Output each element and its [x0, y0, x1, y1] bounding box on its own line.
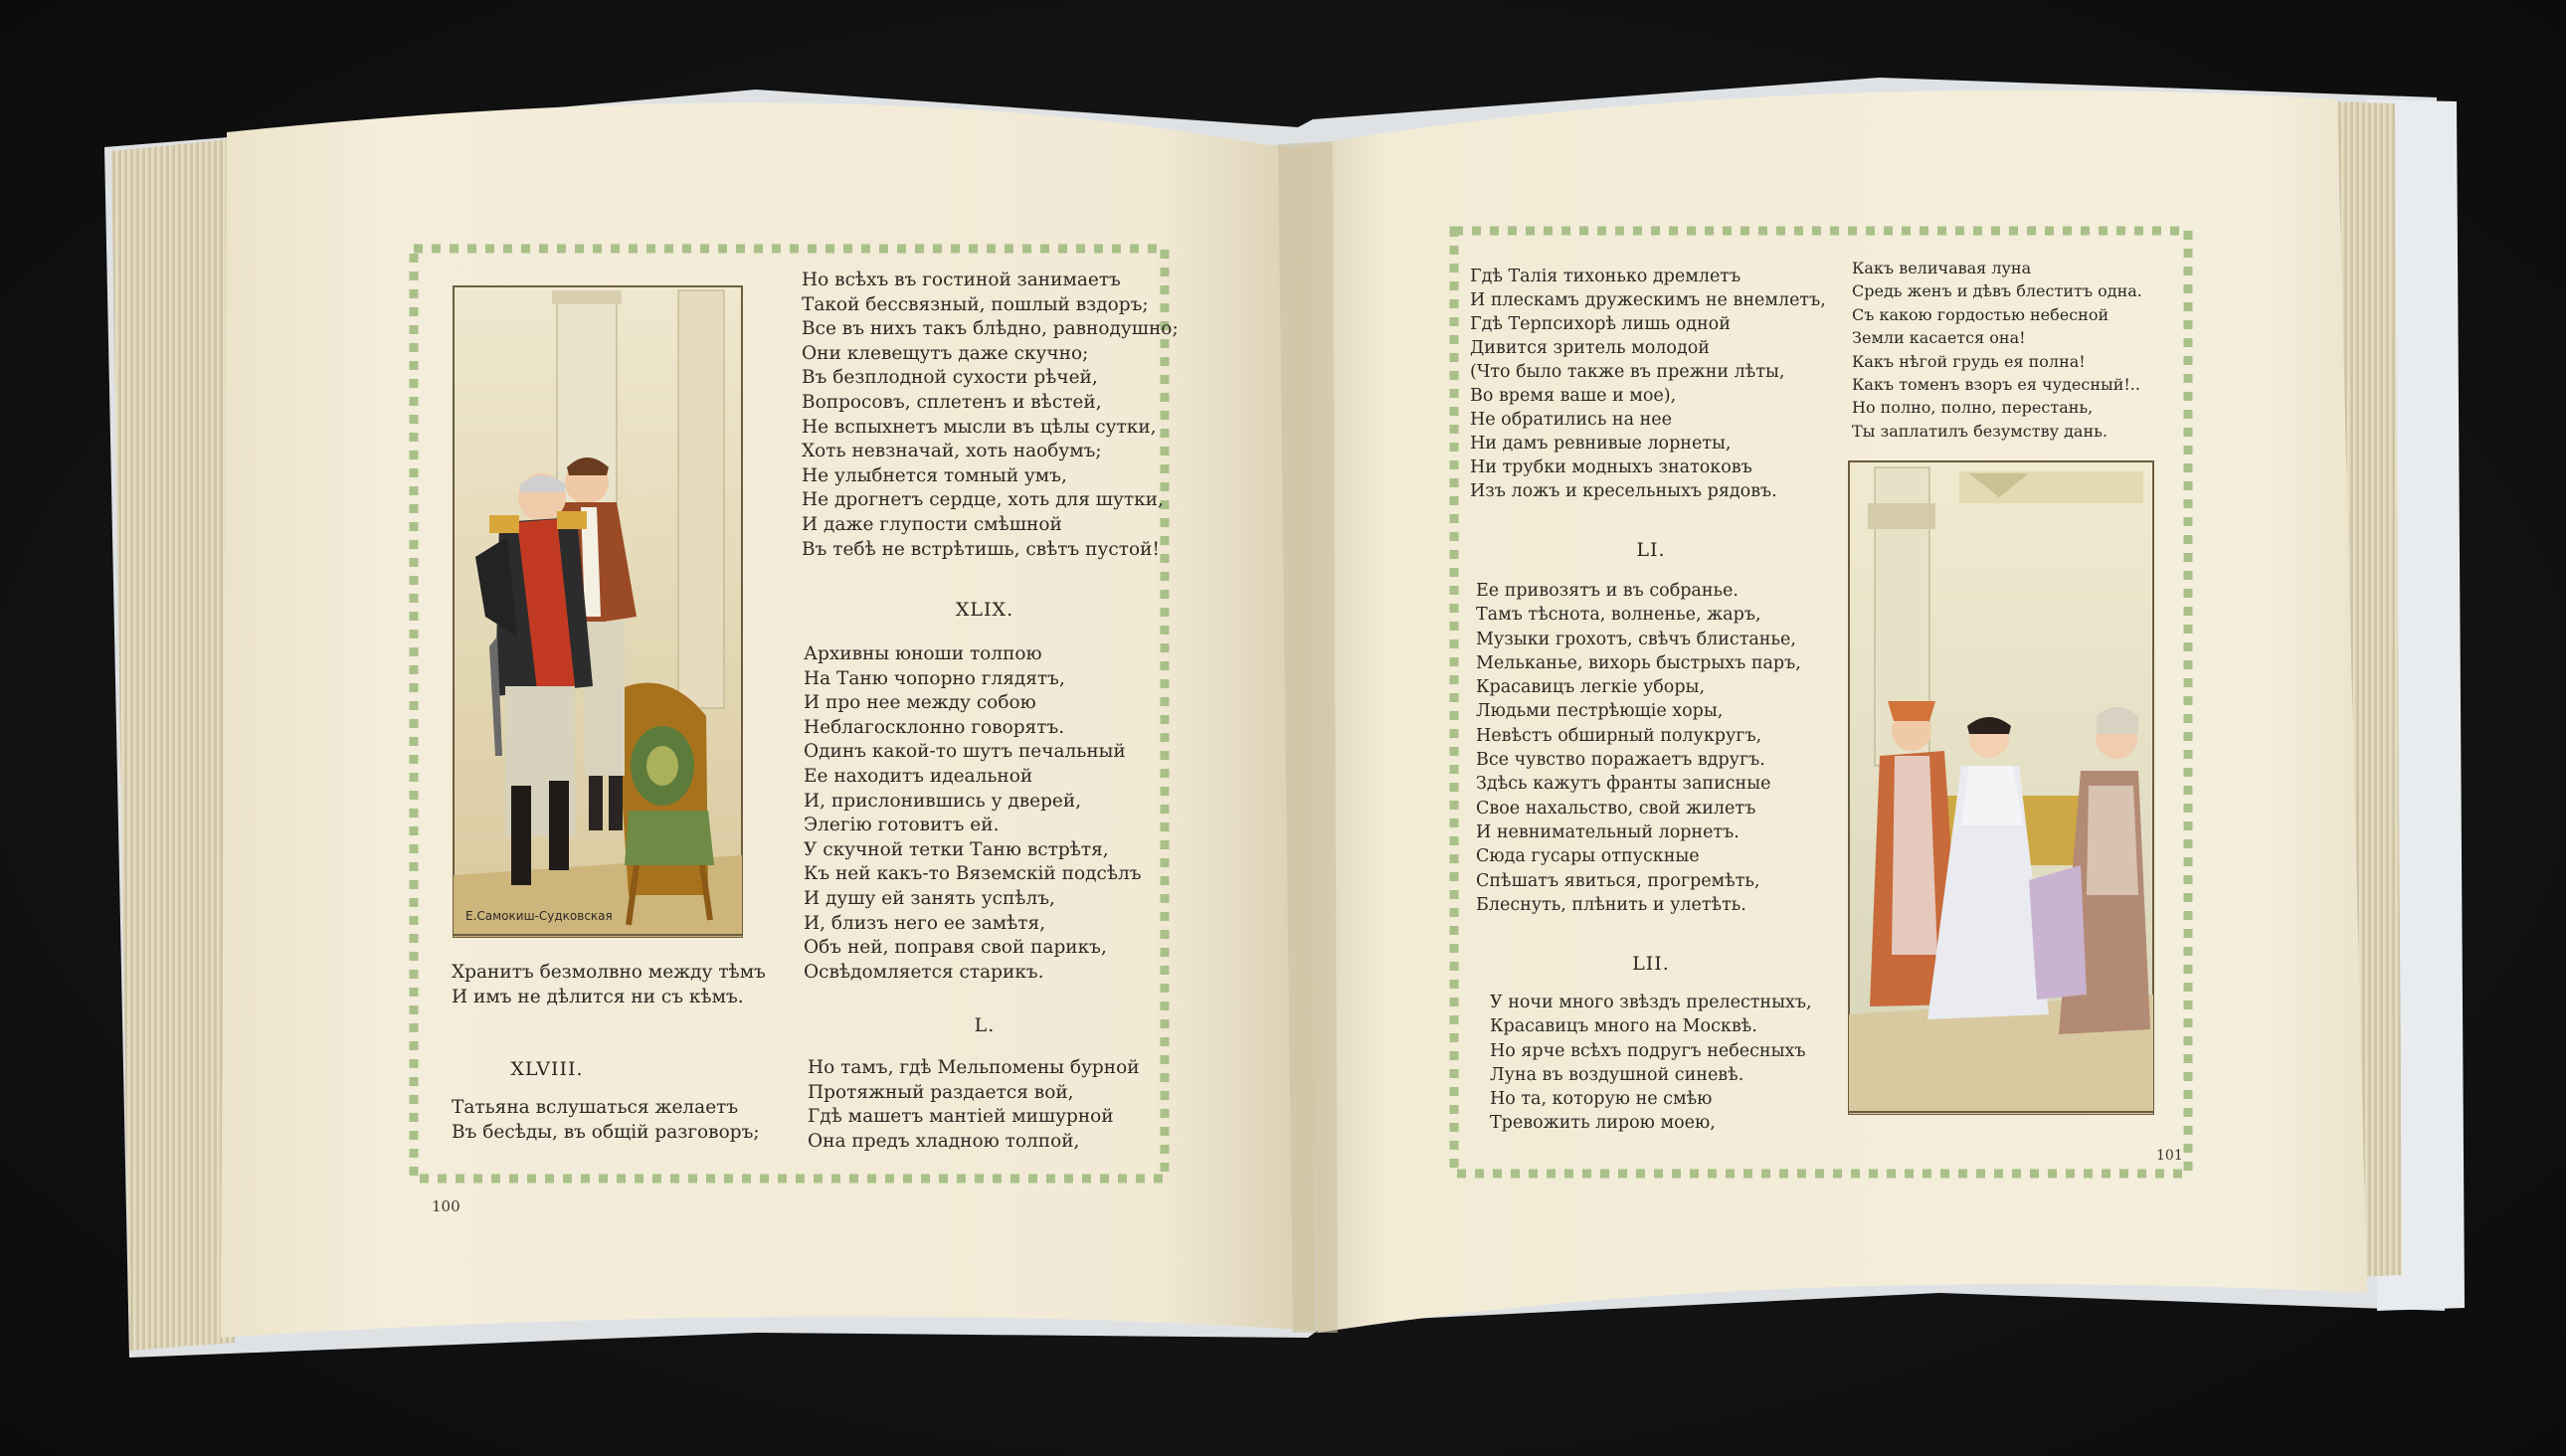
verse-line: И имъ не дѣлится ни съ кѣмъ.: [452, 986, 744, 1007]
verse-line: Какъ величавая луна: [1852, 259, 2032, 277]
verse-line: Не обратились на нее: [1470, 410, 1672, 430]
verse-line: Не вспыхнетъ мысли въ цѣлы сутки,: [802, 416, 1157, 438]
verse-line: Земли касается она!: [1852, 328, 2026, 348]
verse-line: Какъ томенъ взоръ ея чудесный!..: [1852, 375, 2140, 395]
verse-line: Такой бессвязный, пошлый вздоръ;: [802, 293, 1149, 315]
verse-line: Гдѣ Терпсихорѣ лишь одной: [1470, 314, 1731, 334]
page-number-right: 101: [2156, 1148, 2183, 1164]
verse-line: Одинъ какой-то шутъ печальный: [804, 741, 1126, 763]
verse-line: Изъ ложъ и кресельныхъ рядовъ.: [1470, 481, 1777, 501]
verse-line: Ее привозятъ и въ собранье.: [1476, 581, 1739, 601]
verse-line: Во время ваше и мое),: [1470, 386, 1677, 406]
stanza-heading-l: L.: [974, 1014, 996, 1036]
verse-line: Мельканье, вихорь быстрыхъ паръ,: [1476, 652, 1801, 673]
verse-line: И, прислонившись у дверей,: [804, 790, 1082, 812]
verse-line: Невѣстъ обширный полукругъ,: [1476, 725, 1762, 746]
stanza-xlviii: [452, 1096, 760, 1145]
verse-line: Спѣшатъ явиться, прогремѣть,: [1476, 870, 1760, 891]
verse-line: Не дрогнетъ сердце, хоть для шутки,: [802, 489, 1164, 511]
verse-line: Тамъ тѣснота, волненье, жаръ,: [1476, 605, 1761, 626]
verse-line: Сюда гусары отпускные: [1476, 846, 1700, 867]
stanza-heading-lii: LII.: [1632, 953, 1670, 975]
verse-line: Она предъ хладною толпой,: [808, 1130, 1080, 1152]
verse-line: Все чувство поражаетъ вдругъ.: [1476, 750, 1765, 771]
verse-line: На Таню чопорно глядятъ,: [804, 667, 1065, 689]
verse-line: И, близъ него ее замѣтя,: [804, 912, 1046, 934]
verse-line: И про нее между собою: [804, 692, 1036, 714]
verse-line: Ни трубки модныхъ знатоковъ: [1470, 457, 1752, 477]
verse-line: Архивны юноши толпою: [804, 643, 1042, 664]
verse-line: Ни дамъ ревнивые лорнеты,: [1470, 434, 1732, 454]
stanza-heading-xlix: XLIX.: [955, 599, 1014, 621]
verse-line: И плескамъ дружескимъ не внемлетъ,: [1470, 290, 1826, 310]
verse-line: Дивится зритель молодой: [1470, 338, 1710, 358]
verse-line: Татьяна вслушаться желаетъ: [452, 1097, 739, 1118]
left-column-bottom: [452, 961, 766, 1009]
page-number-left: 100: [432, 1197, 460, 1215]
verse-line: Они клевещутъ даже скучно;: [802, 342, 1089, 364]
verse-line: Гдѣ Талія тихонько дремлетъ: [1470, 267, 1741, 286]
verse-line: Объ ней, поправя свой парикъ,: [804, 937, 1107, 959]
stanza-lii: [1490, 991, 1812, 1136]
verse-line: Но ярче всѣхъ подругъ небесныхъ: [1490, 1040, 1806, 1061]
verse-line: Хоть невзначай, хоть наобумъ;: [802, 441, 1102, 462]
verse-line: Красавицъ много на Москвѣ.: [1490, 1016, 1757, 1037]
stanza-heading-li: LI.: [1636, 539, 1666, 561]
verse-line: Все въ нихъ такъ блѣдно, равнодушно;: [802, 318, 1179, 340]
illustration-ladies: [1849, 461, 2153, 1114]
right-page-verse-top: [1470, 265, 1826, 503]
illustration-officers: [454, 286, 742, 937]
verse-line: Не улыбнется томный умъ,: [802, 464, 1067, 486]
verse-line: Здѣсь кажутъ франты записные: [1476, 774, 1771, 795]
verse-line: Свое нахальство, свой жилетъ: [1476, 798, 1756, 819]
left-page-verse-top: [802, 269, 1179, 562]
verse-line: Элегію готовитъ ей.: [804, 815, 1000, 836]
verse-line: И невнимательный лорнетъ.: [1476, 821, 1740, 842]
verse-line: Музыки грохотъ, свѣчъ блистанье,: [1476, 629, 1796, 649]
verse-line: Въ безплодной сухости рѣчей,: [802, 367, 1098, 389]
verse-line: Тревожить лирою моею,: [1490, 1113, 1716, 1134]
verse-line: Гдѣ машетъ мантіей мишурной: [808, 1106, 1114, 1128]
verse-line: У ночи много звѣздъ прелестныхъ,: [1490, 993, 1812, 1012]
verse-line: (Что было также въ прежни лѣты,: [1470, 362, 1785, 382]
stanza-heading-xlviii: XLVIII.: [510, 1058, 584, 1080]
verse-line: Къ ней какъ-то Вяземскій подсѣлъ: [804, 863, 1142, 885]
illustration-signature: Е.Самокиш-Судковская: [465, 909, 613, 923]
stanza-li: [1476, 579, 1801, 917]
verse-line: Хранитъ безмолвно между тѣмъ: [452, 962, 766, 983]
verse-line: Ты заплатилъ безумству дань.: [1852, 421, 2108, 441]
verse-line: Но всѣхъ въ гостиной занимаетъ: [802, 270, 1121, 290]
verse-line: Съ какою гордостью небесной: [1852, 304, 2109, 324]
verse-line: Освѣдомляется старикъ.: [804, 961, 1044, 983]
verse-line: Въ тебѣ не встрѣтишь, свѣтъ пустой!: [802, 538, 1160, 560]
verse-line: У скучной тетки Таню встрѣтя,: [804, 838, 1109, 860]
verse-line: И душу ей занять успѣлъ,: [804, 887, 1055, 909]
verse-line: Красавицъ легкіе уборы,: [1476, 677, 1706, 698]
stanza-l: [808, 1056, 1140, 1154]
verse-line: Но та, которую не смѣю: [1490, 1089, 1713, 1110]
verse-line: Протяжный раздается вой,: [808, 1081, 1074, 1103]
verse-line: И даже глупости смѣшной: [802, 513, 1062, 535]
verse-line: Въ бесѣды, въ общій разговоръ;: [452, 1121, 760, 1143]
verse-line: Неблагосклонно говорятъ.: [804, 716, 1065, 738]
verse-line: Луна въ воздушной синевѣ.: [1490, 1064, 1744, 1085]
verse-line: Людьми пестрѣющіе хоры,: [1476, 701, 1724, 722]
verse-line: Но полно, полно, перестань,: [1852, 398, 2094, 418]
verse-line: Но тамъ, гдѣ Мельпомены бурной: [808, 1057, 1140, 1078]
verse-line: Средь женъ и дѣвъ блеститъ одна.: [1852, 281, 2142, 301]
stanza-xlix: [804, 642, 1142, 985]
verse-line: Какъ нѣгой грудь ея полна!: [1852, 351, 2086, 371]
verse-line: Блеснуть, плѣнить и улетѣть.: [1476, 894, 1746, 915]
right-column-top: [1852, 257, 2142, 443]
verse-line: Вопросовъ, сплетенъ и вѣстей,: [802, 391, 1102, 413]
verse-line: Ее находитъ идеальной: [804, 765, 1033, 787]
